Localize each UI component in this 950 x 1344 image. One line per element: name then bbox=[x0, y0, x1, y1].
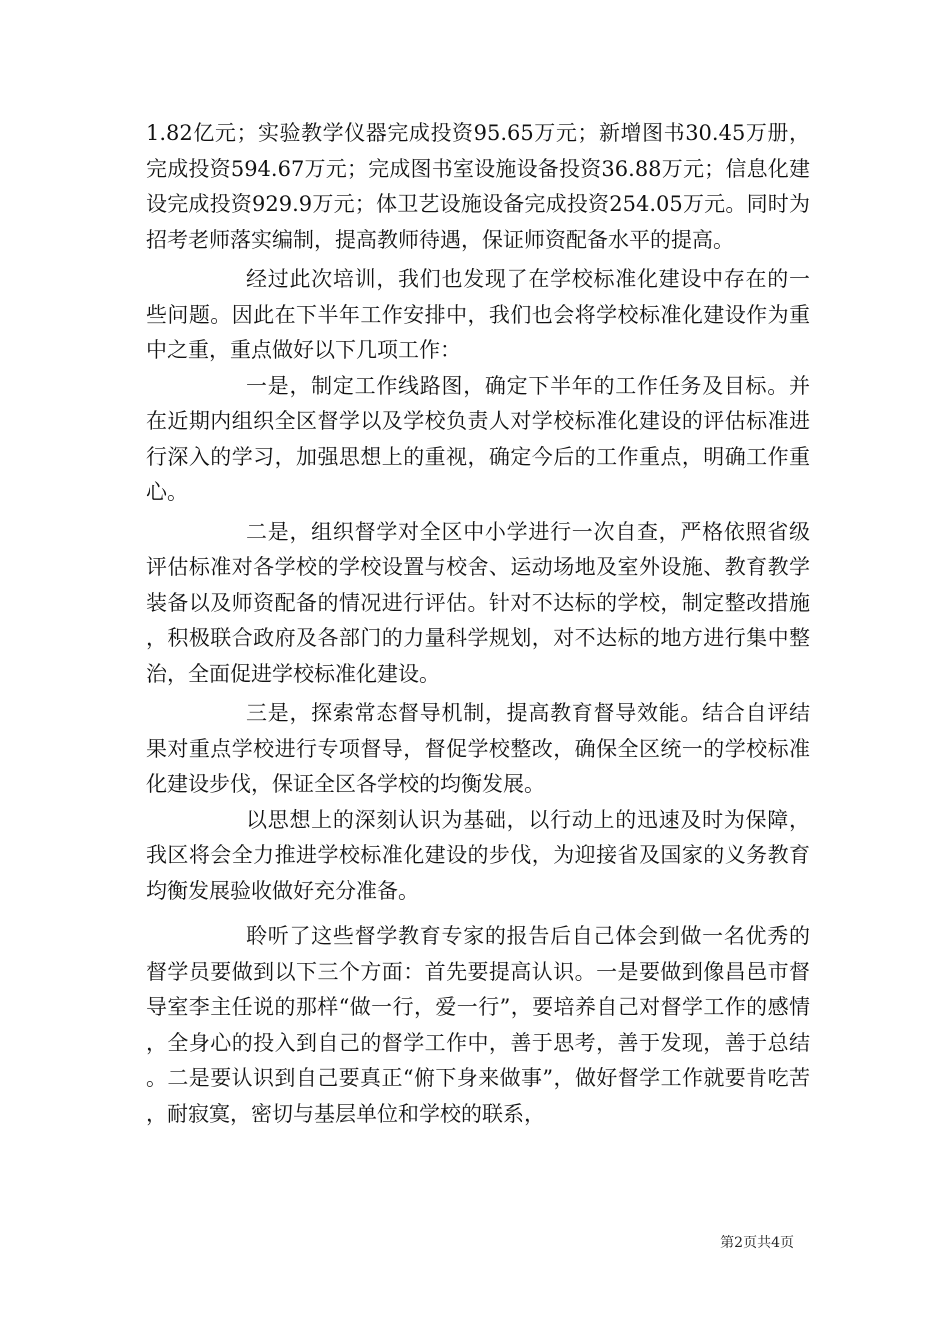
paragraph-task-one: 一是，制定工作线路图，确定下半年的工作任务及目标。并在近期内组织全区督学以及学校负责人对学校标准化建设的评估标准进行深入的学习，加强思想上的重视，确定今后的工作重点，明确工作重心。 bbox=[146, 373, 810, 504]
paragraph-investment-summary: 1.82亿元；实验教学仪器完成投资95.65万元；新增图书30.45万册，完成投资594.67万元；完成图书室设施设备投资36.88万元；信息化建设完成投资929.9万元；体卫艺设施设备完成投资254.05万元。同时为招考老师落实编制，提高教师待遇，保证师资配备水平的提高。 bbox=[146, 121, 810, 252]
document-body bbox=[146, 116, 810, 1132]
paragraph-task-two: 二是，组织督学对全区中小学进行一次自查，严格依照省级评估标准对各学校的学校设置与校舍、运动场地及室外设施、教育教学装备以及师资配备的情况进行评估。针对不达标的学校，制定整改措施，积极联合政府及各部门的力量科学规划，对不达标的地方进行集中整治，全面促进学校标准化建设。 bbox=[146, 519, 810, 686]
paragraph-task-three: 三是，探索常态督导机制，提高教育督导效能。结合自评结果对重点学校进行专项督导，督促学校整改，确保全区统一的学校标准化建设步伐，保证全区各学校的均衡发展。 bbox=[146, 701, 810, 796]
page-footer bbox=[0, 1232, 950, 1252]
paragraph-commitment: 以思想上的深刻认识为基础，以行动上的迅速及时为保障，我区将会全力推进学校标准化建设的步伐，为迎接省及国家的义务教育均衡发展验收做好充分准备。 bbox=[146, 807, 810, 903]
paragraph-reflection: 聆听了这些督学教育专家的报告后自己体会到做一名优秀的督学员要做到以下三个方面：首先要提高认识。一是要做到像昌邑市督导室李主任说的那样“做一行，爱一行”，要培养自己对督学工作的感情，全身心的投入到自己的督学工作中，善于思考，善于发现，善于总结。二是要认识到自己要真正“俯下身来做事”，做好督学工作就要肯吃苦，耐寂寞，密切与基层单位和学校的联系， bbox=[146, 924, 810, 1126]
paragraph-training-findings: 经过此次培训，我们也发现了在学校标准化建设中存在的一些问题。因此在下半年工作安排中，我们也会将学校标准化建设作为重中之重，重点做好以下几项工作： bbox=[146, 267, 810, 362]
page-number: 第2页共4页 bbox=[720, 1235, 794, 1251]
